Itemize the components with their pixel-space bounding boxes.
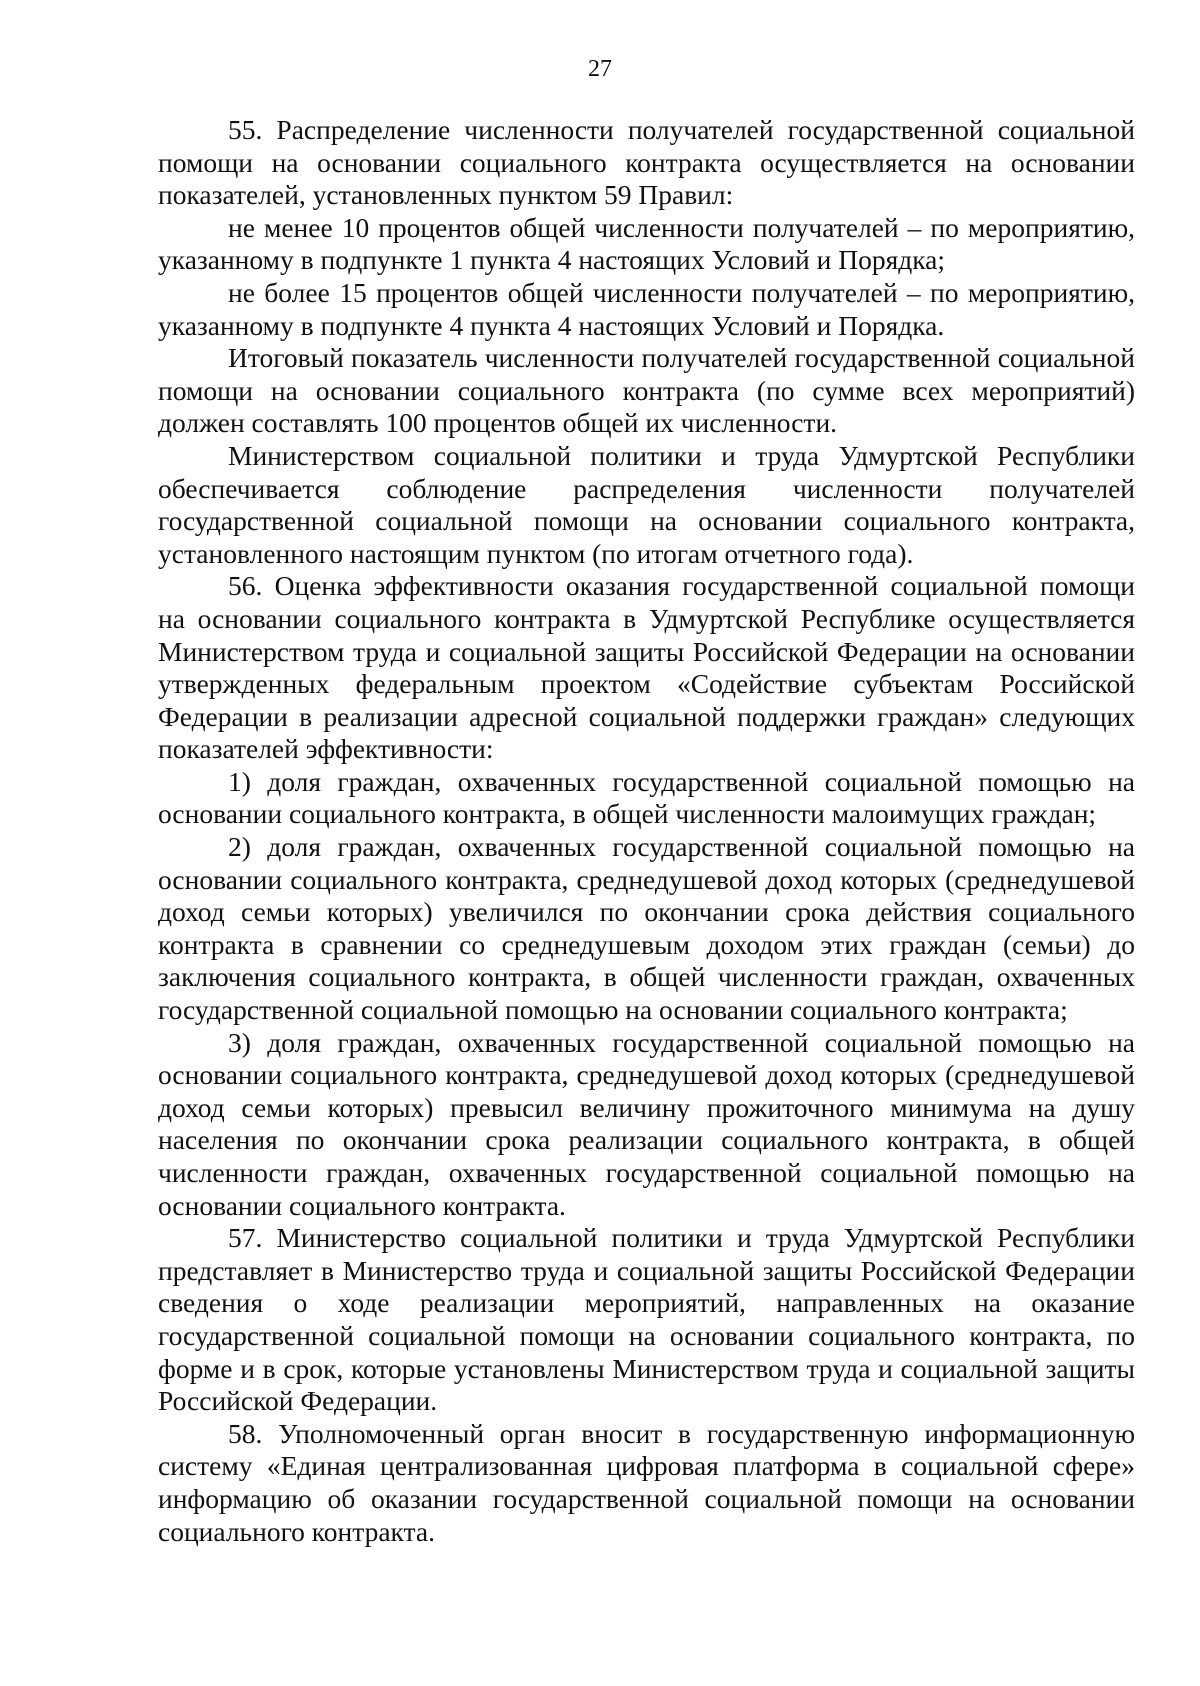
paragraph-55-ministry: Министерством социальной политики и труда Удмуртской Республики обеспечивается соблюдение распределения численности получателей государственной социальной помощи на основании социального контракта, установленного настоящим пунктом (по итогам отчетного года). xyxy=(158,439,1135,569)
paragraph-56-intro: 56. Оценка эффективности оказания государственной социальной помощи на основании социального контракта в Удмуртской Республике осуществляется Министерством труда и социальной защиты Российской Федерации на основании утвержденных федеральным проектом «Содействие субъектам Российской Федерации в реализации адресной социальной поддержки граждан» следующих показателей эффективности: xyxy=(158,570,1135,765)
paragraph-56-item-3: 3) доля граждан, охваченных государственной социальной помощью на основании социального контракта, среднедушевой доход которых (среднедушевой доход семьи которых) превысил величину прожиточного минимума на душу населения по окончании срока реализации социального контракта, в общей численности граждан, охваченных государственной социальной помощью на основании социального контракта. xyxy=(158,1026,1135,1221)
page-number: 27 xyxy=(588,56,612,82)
paragraph-58: 58. Уполномоченный орган вносит в государственную информационную систему «Единая централизованная цифровая платформа в социальной сфере» информацию об оказании государственной социальной помощи на основании социального контракта. xyxy=(158,1417,1135,1547)
paragraph-56-item-1: 1) доля граждан, охваченных государственной социальной помощью на основании социального контракта, в общей численности малоимущих граждан; xyxy=(158,765,1135,830)
document-body xyxy=(158,114,1135,1548)
paragraph-57: 57. Министерство социальной политики и труда Удмуртской Республики представляет в Министерство труда и социальной защиты Российской Федерации сведения о ходе реализации мероприятий, направленных на оказание государственной социальной помощи на основании социального контракта, по форме и в срок, которые установлены Министерством труда и социальной защиты Российской Федерации. xyxy=(158,1222,1135,1417)
paragraph-55-item-min: не менее 10 процентов общей численности получателей – по мероприятию, указанному в подпункте 1 пункта 4 настоящих Условий и Порядка; xyxy=(158,211,1135,276)
paragraph-55-intro: 55. Распределение численности получателей государственной социальной помощи на основании социального контракта осуществляется на основании показателей, установленных пунктом 59 Правил: xyxy=(158,114,1135,211)
paragraph-56-item-2: 2) доля граждан, охваченных государственной социальной помощью на основании социального контракта, среднедушевой доход которых (среднедушевой доход семьи которых) увеличился по окончании срока действия социального контракта в сравнении со среднедушевым доходом этих граждан (семьи) до заключения социального контракта, в общей численности граждан, охваченных государственной социальной помощью на основании социального контракта; xyxy=(158,831,1135,1026)
paragraph-55-item-max: не более 15 процентов общей численности получателей – по мероприятию, указанному в подпункте 4 пункта 4 настоящих Условий и Порядка. xyxy=(158,276,1135,341)
paragraph-55-total: Итоговый показатель численности получателей государственной социальной помощи на основании социального контракта (по сумме всех мероприятий) должен составлять 100 процентов общей их численности. xyxy=(158,342,1135,439)
